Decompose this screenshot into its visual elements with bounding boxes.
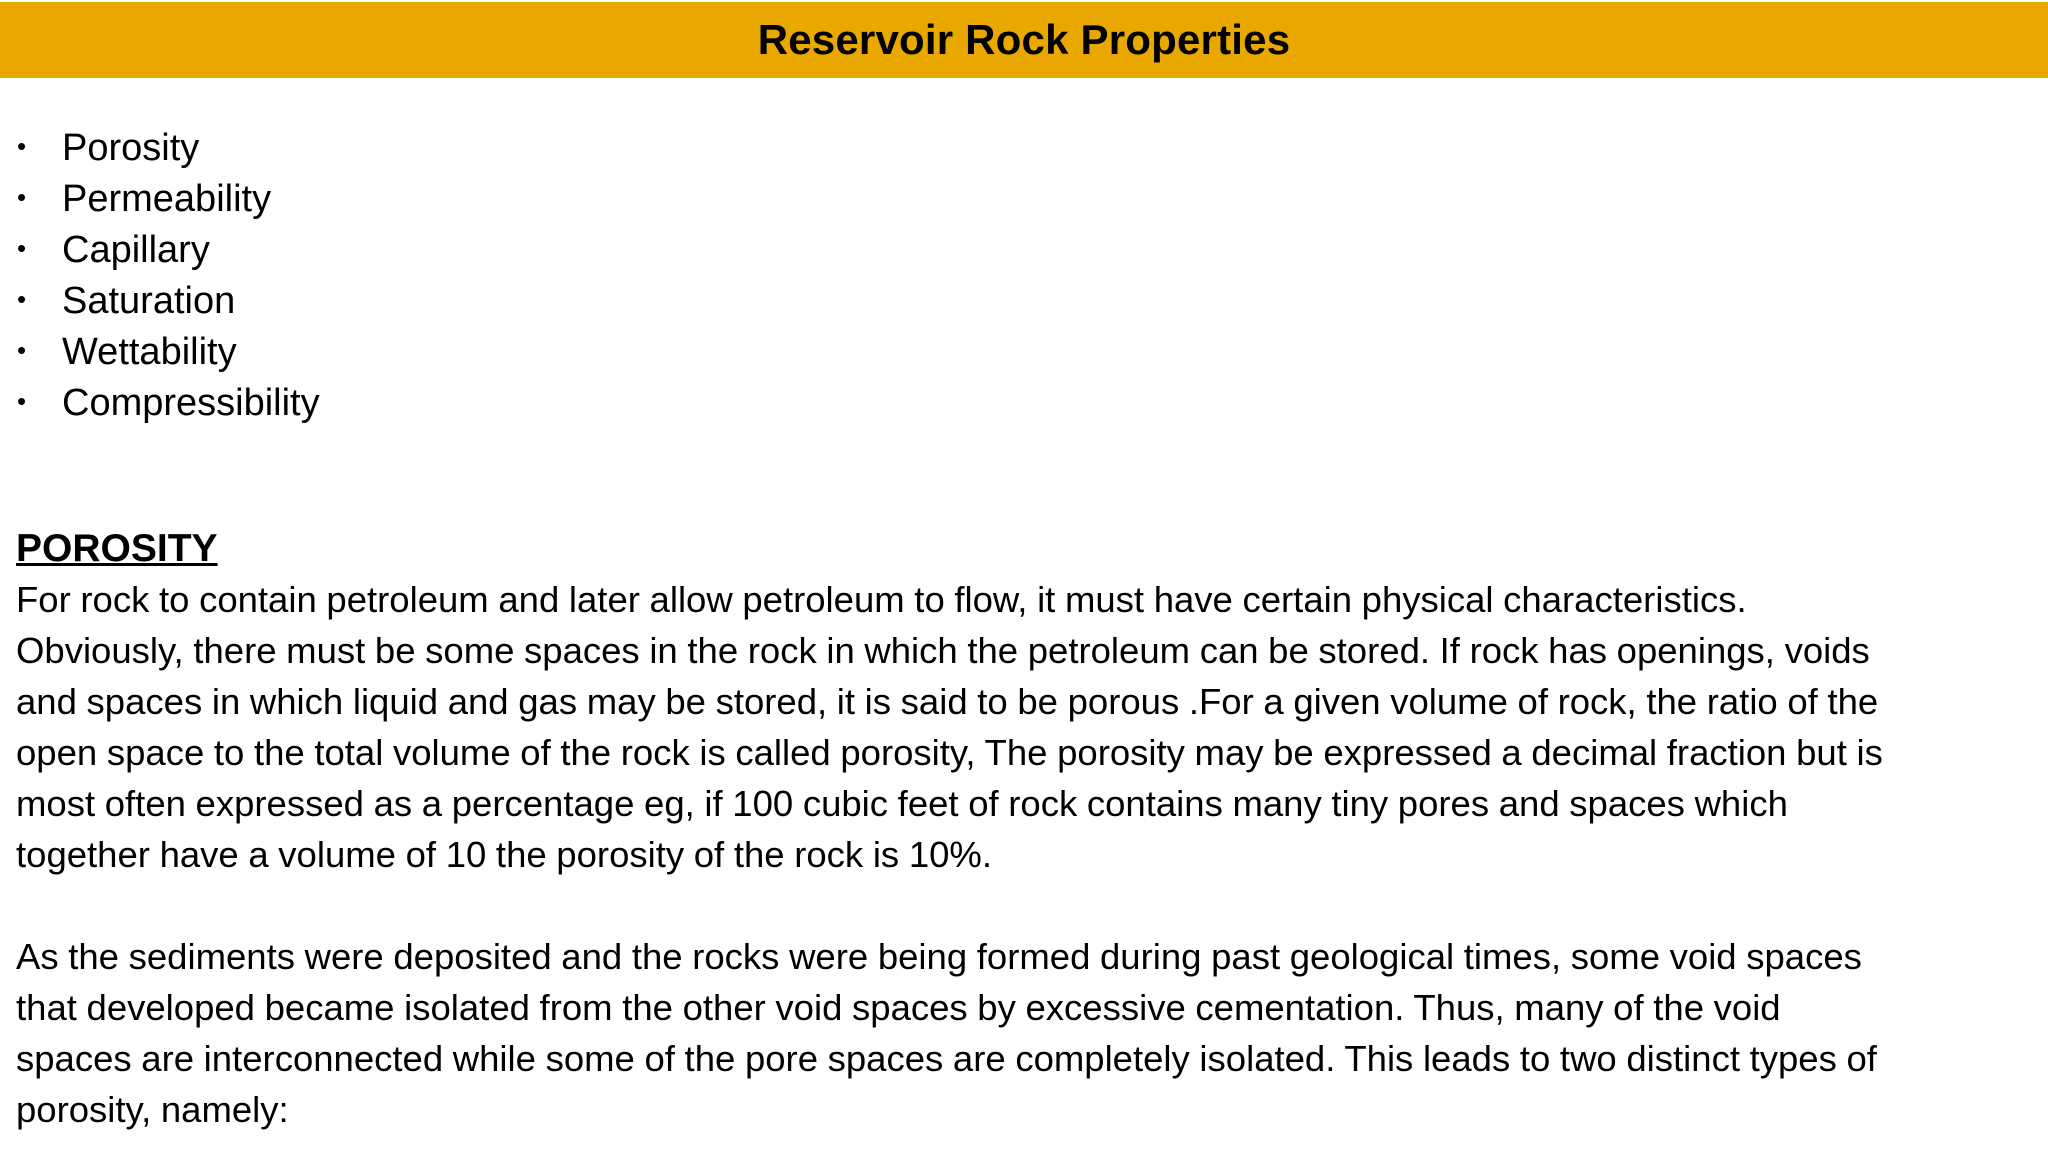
list-item-label: Porosity: [62, 127, 200, 169]
list-item: [0, 123, 320, 174]
bullet-icon: •: [17, 131, 27, 161]
bullet-icon: •: [17, 233, 27, 263]
bullet-icon: •: [17, 182, 27, 212]
title-bar: [0, 2, 2048, 78]
list-item: [0, 378, 320, 429]
list-item-label: Permeability: [62, 178, 272, 220]
bullet-icon: •: [17, 335, 27, 365]
bullet-icon: •: [17, 386, 27, 416]
list-item-label: Saturation: [62, 280, 236, 322]
section-heading: POROSITY: [16, 527, 218, 570]
porosity-section: [16, 523, 2036, 1135]
paragraph-spacer: [16, 880, 2036, 931]
body-paragraph: For rock to contain petroleum and later allow petroleum to flow, it must have certain physical characteristics. Obviously, there must be some spaces in the rock in which the petroleum can be stored. If rock has openings, voids and spaces in which liquid and gas may be stored, it is said to be porous .For a given volume of rock, the ratio of the open space to the total volume of the rock is called porosity, The porosity may be expressed a decimal fraction but is most often expressed as a percentage eg, if 100 cubic feet of rock contains many tiny pores and spaces which together have a volume of 10 the porosity of the rock is 10%.: [16, 579, 1883, 875]
list-item-label: Compressibility: [62, 382, 320, 424]
property-list: [0, 123, 320, 429]
list-item: [0, 225, 320, 276]
body-paragraph: As the sediments were deposited and the rocks were being formed during past geological times, some void spaces that developed became isolated from the other void spaces by excessive cementation. Thus, many of the void spaces are interconnected while some of the pore spaces are completely isolated. This leads to two distinct types of porosity, namely:: [16, 936, 1877, 1130]
bullet-icon: •: [17, 284, 27, 314]
list-item-label: Wettability: [62, 331, 237, 373]
list-item: [0, 276, 320, 327]
list-item-label: Capillary: [62, 229, 210, 271]
list-item: [0, 174, 320, 225]
page-title: Reservoir Rock Properties: [757, 16, 1291, 63]
list-item: [0, 327, 320, 378]
